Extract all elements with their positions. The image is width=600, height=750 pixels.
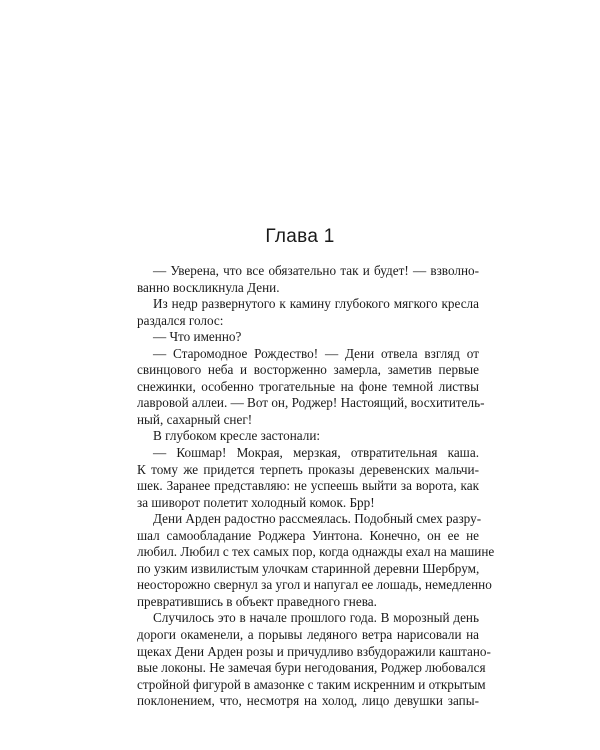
text-line: стройной фигурой в амазонке с таким искренним и открытым xyxy=(137,676,486,692)
text-line: Случилось это в начале прошлого года. В морозный день xyxy=(153,610,479,626)
text-line: — Кошмар! Мокрая, мерзкая, отвратительная каша. xyxy=(153,445,479,461)
text-line: свинцового неба и восторженно замерла, заметив первые xyxy=(137,362,479,378)
text-line: Из недр развернутого к камину глубокого мягкого кресла xyxy=(153,296,479,312)
text-line: ный, сахарный снег! xyxy=(137,411,253,427)
text-line: за шиворот полетит холодный комок. Брр! xyxy=(137,494,375,510)
paragraph xyxy=(137,345,485,429)
text-line: Дени Арден радостно рассмеялась. Подобный смех разру- xyxy=(153,511,482,527)
text-line: — Уверена, что все обязательно так и будет! — взволно- xyxy=(153,263,479,278)
text-line: любил. Любил с тех самых пор, когда однажды ехал на машине xyxy=(137,544,495,560)
paragraph xyxy=(137,511,495,610)
paragraph xyxy=(137,263,479,296)
text-line: раздался голос: xyxy=(137,312,224,328)
paragraph xyxy=(137,296,479,329)
text-line: В глубоком кресле застонали: xyxy=(153,428,321,444)
text-line: шал самообладание Роджера Уинтона. Конечно, он ее не xyxy=(137,527,479,543)
text-line: по узким извилистым улочкам старинной деревни Шербрум, xyxy=(137,560,480,576)
text-line: превратившись в объект праведного гнева. xyxy=(137,593,377,609)
text-line: ванно воскликнула Дени. xyxy=(137,279,280,295)
text-line: — Что именно? xyxy=(153,329,242,345)
paragraph xyxy=(137,610,491,709)
text-line: неосторожно свернул за угол и напугал ее лошадь, немедленно xyxy=(137,577,492,593)
text-line: щеках Дени Арден розы и причудливо взбудоражили каштано- xyxy=(137,643,491,659)
paragraph xyxy=(137,428,479,445)
chapter-body-text xyxy=(137,263,495,710)
text-line: — Старомодное Рождество! — Дени отвела взгляд от xyxy=(153,345,479,361)
text-line: вые локоны. Не замечая бури негодования, Роджер любовался xyxy=(137,660,486,676)
paragraph xyxy=(137,445,479,511)
paragraph xyxy=(137,329,479,346)
text-line: лавровой аллеи. — Вот он, Роджер! Настоящий, восхититель- xyxy=(137,395,485,411)
text-line: снежинки, особенно трогательные на фоне темной листвы xyxy=(137,378,479,394)
chapter-title: Глава 1 xyxy=(265,226,335,247)
text-line: поклонением, что, несмотря на холод, лицо девушки запы- xyxy=(137,693,479,709)
text-line: К тому же придется терпеть проказы деревенских мальчи- xyxy=(137,461,479,477)
text-line: шек. Заранее представляю: не успеешь выйти за ворота, как xyxy=(137,478,479,494)
text-line: дороги окаменели, а порывы ледяного ветра нарисовали на xyxy=(137,627,479,643)
